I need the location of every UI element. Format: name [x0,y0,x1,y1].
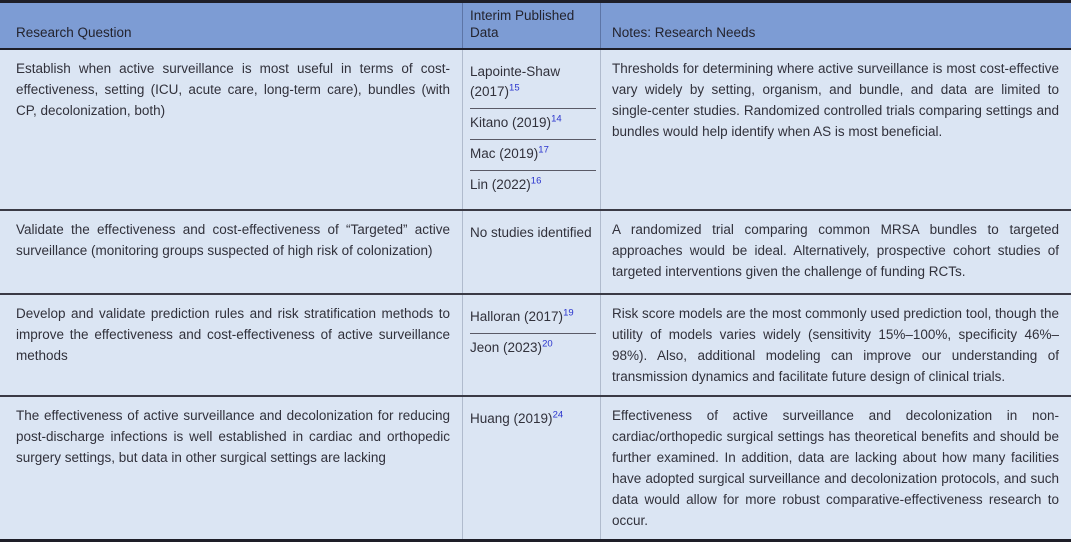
citation-label: Lin (2022) [470,177,531,192]
notes-cell: A randomized trial comparing common MRSA bundles to targeted approaches would be ideal. Alternatively, prospective cohort studies of targeted interventions given the challenge of funding RCTs. [600,211,1071,293]
header-research-question-label: Research Question [16,25,132,40]
citation [470,171,596,201]
notes-cell: Thresholds for determining where active surveillance is most cost-effective vary widely by setting, organism, and bundle, and data are limited to single-center studies. Randomized controlled trials comparing settings and bundles would help identify when AS is most beneficial. [600,50,1071,209]
table-row [0,50,1071,209]
header-interim-published-data [462,3,600,48]
header-notes-research-needs-label: Notes: Research Needs [612,25,756,40]
citation [470,109,596,140]
table-row [0,293,1071,395]
citation [470,334,596,364]
citation-label: Mac (2019) [470,146,539,161]
header-interim-published-data-label: Interim Published Data [470,8,575,40]
citation-label: Huang (2019) [470,411,553,426]
research-question-cell: Develop and validate prediction rules and risk stratification methods to improve the effectiveness and cost-effectiveness of active surveillance methods [16,306,450,363]
citation [470,303,596,334]
header-notes-research-needs [600,3,1071,48]
citation [470,58,596,109]
citation [470,140,596,171]
table-header-row [0,3,1071,50]
notes-cell: Effectiveness of active surveillance and decolonization in non-cardiac/orthopedic surgical settings has theoretical benefits and should be further examined. In addition, data are lacking about how many facilities have adopted surgical surveillance and decolonization protocols, and such data would allow for more robust comparative-effectiveness research to occur. [600,397,1071,539]
citation-ref-link[interactable]: 24 [552,409,564,421]
citation-ref-link[interactable]: 15 [509,82,520,94]
citation-label: Kitano (2019) [470,115,552,130]
research-question-cell: The effectiveness of active surveillance and decolonization for reducing post-discharge infections is well established in cardiac and orthopedic surgery settings, but data in other surgical settings are lacking [16,408,450,465]
published-data-cell [462,397,600,539]
citation [470,219,596,249]
citation-ref-link[interactable]: 16 [530,175,542,187]
citation-ref-link[interactable]: 20 [542,338,553,350]
citation-label: Lapointe-Shaw (2017) [470,64,561,99]
published-data-cell [462,295,600,395]
research-question-cell: Validate the effectiveness and cost-effectiveness of “Targeted” active surveillance (monitoring groups suspected of high risk of colonization) [16,222,450,258]
notes-cell: Risk score models are the most commonly used prediction tool, though the utility of models varies widely (sensitivity 15%–100%, specificity 46%–98%). Also, additional modeling can improve our understanding of transmission dynamics and facilitate future design of clinical trials. [600,295,1071,395]
citation-ref-link[interactable]: 19 [563,307,574,319]
table-row [0,209,1071,293]
citation-ref-link[interactable]: 14 [551,113,562,125]
citation-label: Halloran (2017) [470,309,564,324]
header-research-question [0,3,462,48]
table-body [0,50,1071,539]
table-row [0,395,1071,539]
citation-label: Jeon (2023) [470,340,543,355]
published-data-cell [462,211,600,293]
research-question-cell: Establish when active surveillance is most useful in terms of cost-effectiveness, setting (ICU, acute care, long-term care), bundles (with CP, decolonization, both) [16,61,450,118]
citation-ref-link[interactable]: 17 [538,144,549,156]
published-data-cell [462,50,600,209]
citation-label: No studies identified [470,225,592,240]
citation [470,405,596,435]
